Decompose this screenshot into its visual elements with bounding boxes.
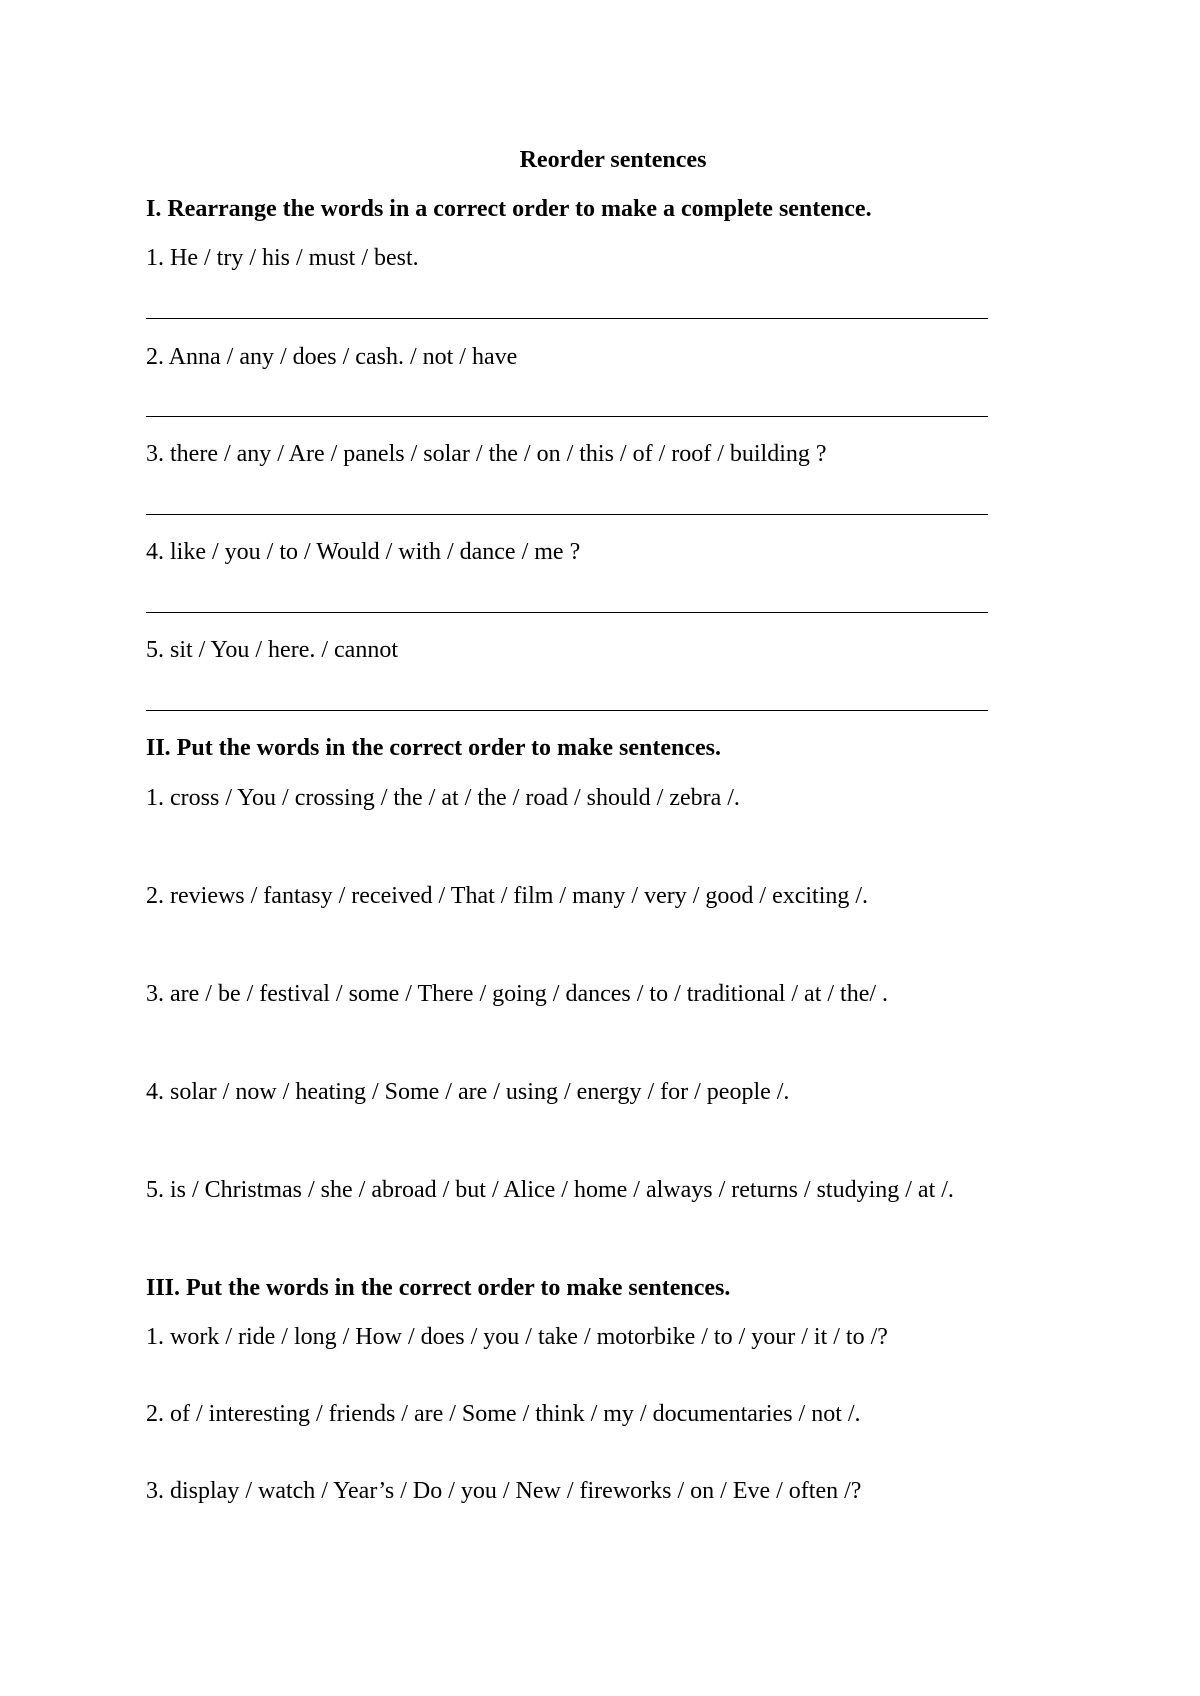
section-2-item-4: 4. solar / now / heating / Some / are / using / energy / for / people /. <box>146 1079 790 1105</box>
section-2-heading: II. Put the words in the correct order to make sentences. <box>146 735 722 761</box>
section-2-item-5: 5. is / Christmas / she / abroad / but / Alice / home / always / returns / studying / at /. <box>146 1177 954 1203</box>
section-1-item-3: 3. there / any / Are / panels / solar / the / on / this / of / roof / building ? <box>146 441 827 467</box>
section-3-item-2: 2. of / interesting / friends / are / Some / think / my / documentaries / not /. <box>146 1401 861 1427</box>
answer-line-3 <box>146 514 988 515</box>
section-1-heading: I. Rearrange the words in a correct order to make a complete sentence. <box>146 196 872 222</box>
answer-line-1 <box>146 318 988 319</box>
section-1-item-2: 2. Anna / any / does / cash. / not / have <box>146 344 518 370</box>
section-3-item-1: 1. work / ride / long / How / does / you / take / motorbike / to / your / it / to /? <box>146 1324 888 1350</box>
section-1-item-4: 4. like / you / to / Would / with / dance / me ? <box>146 539 581 565</box>
section-3-heading: III. Put the words in the correct order to make sentences. <box>146 1275 731 1301</box>
section-1-item-1: 1. He / try / his / must / best. <box>146 245 419 271</box>
section-2-item-1: 1. cross / You / crossing / the / at / the / road / should / zebra /. <box>146 785 740 811</box>
answer-line-5 <box>146 710 988 711</box>
section-2-item-2: 2. reviews / fantasy / received / That / film / many / very / good / exciting /. <box>146 883 869 909</box>
answer-line-4 <box>146 612 988 613</box>
section-2-item-3: 3. are / be / festival / some / There / going / dances / to / traditional / at / the/ . <box>146 981 889 1007</box>
section-3-item-3: 3. display / watch / Year’s / Do / you / New / fireworks / on / Eve / often /? <box>146 1478 862 1504</box>
answer-line-2 <box>146 416 988 417</box>
page-title: Reorder sentences <box>519 147 707 173</box>
section-1-item-5: 5. sit / You / here. / cannot <box>146 637 398 663</box>
